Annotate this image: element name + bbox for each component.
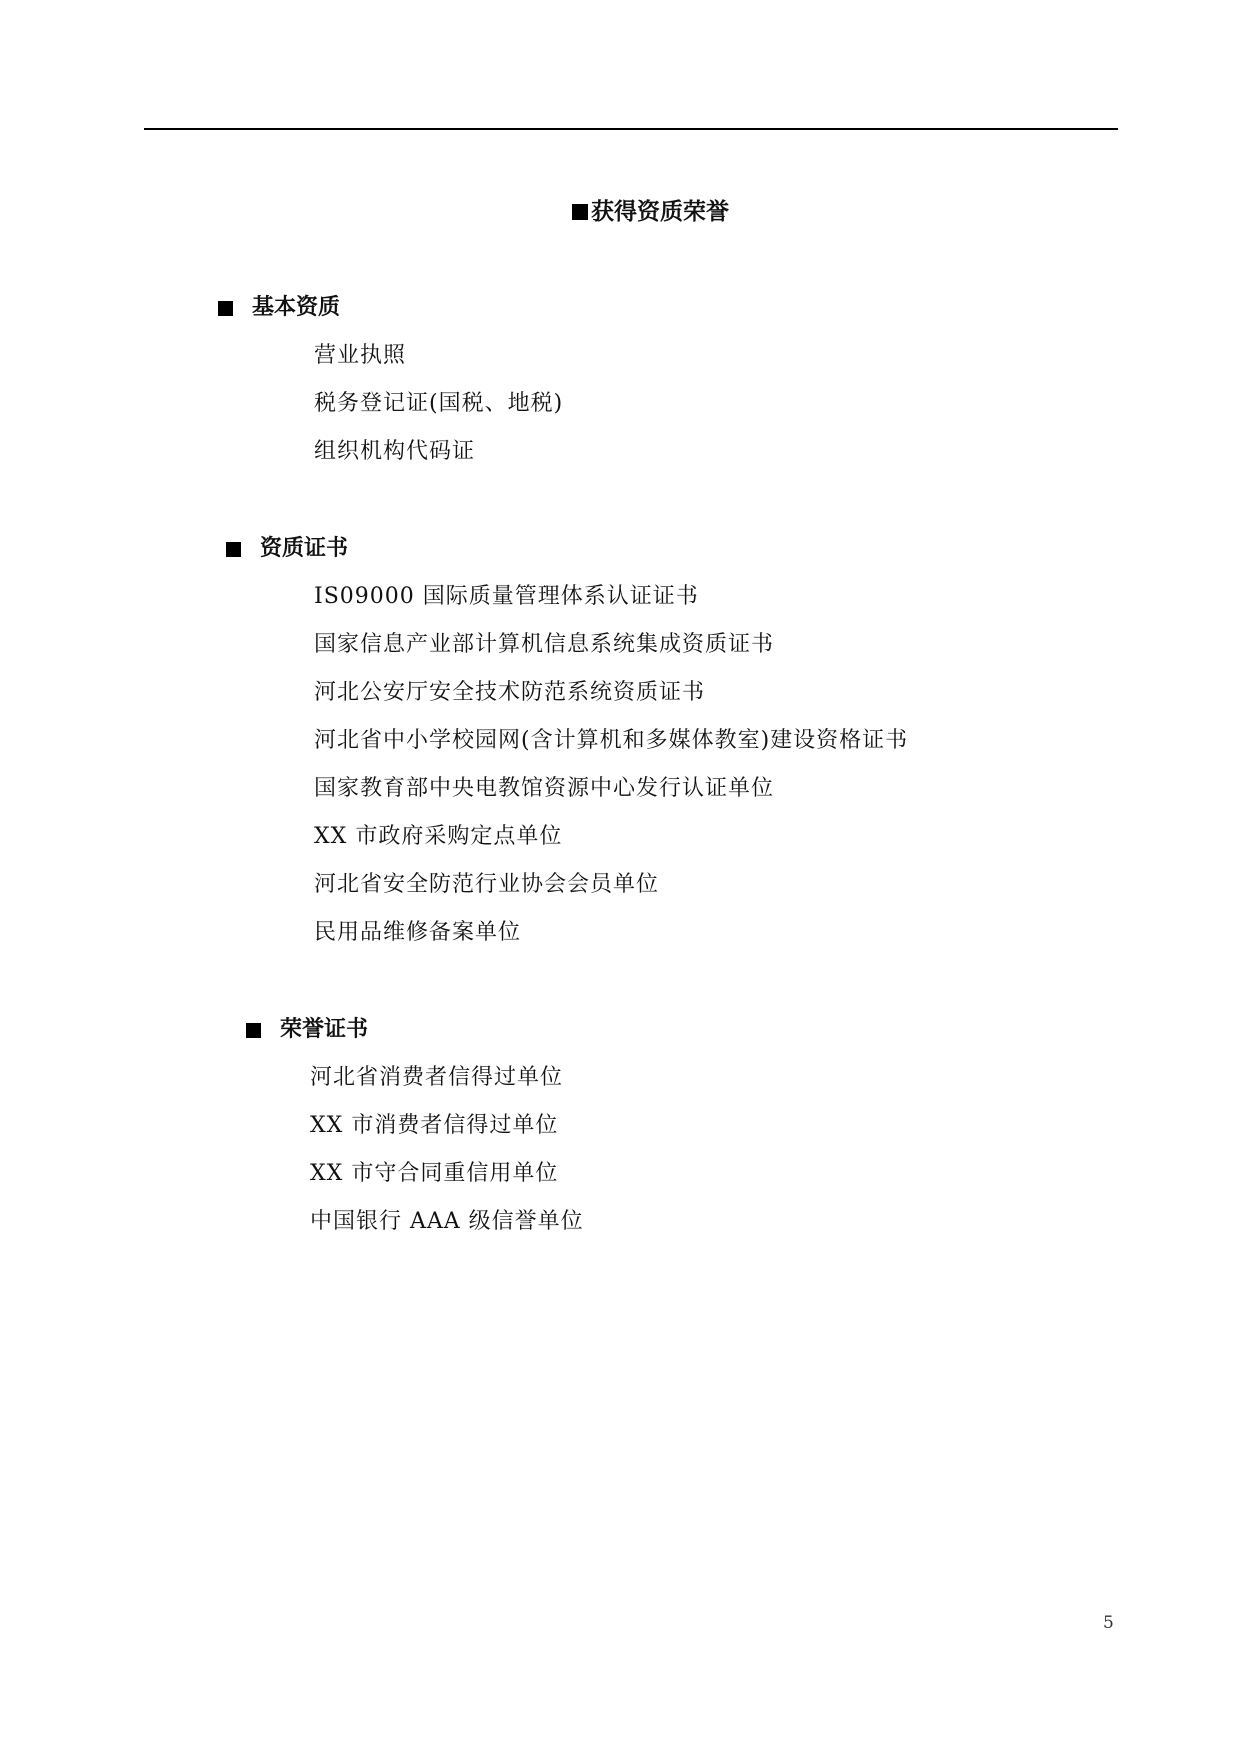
list-item: 组织机构代码证 (314, 439, 476, 464)
list-item: 税务登记证(国税、地税) (314, 391, 564, 416)
list-item: 国家教育部中央电教馆资源中心发行认证单位 (314, 776, 775, 801)
list-item: 河北省中小学校园网(含计算机和多媒体教室)建设资格证书 (314, 728, 909, 753)
section-heading-basic (218, 292, 340, 324)
list-item: 民用品维修备案单位 (314, 920, 522, 945)
list-item: 河北省消费者信得过单位 (310, 1065, 564, 1090)
header-rule (144, 128, 1118, 130)
list-item: XX 市消费者信得过单位 (310, 1113, 559, 1138)
list-item: XX 市政府采购定点单位 (314, 824, 563, 849)
list-item: 中国银行 AAA 级信誉单位 (310, 1209, 584, 1234)
list-item: XX 市守合同重信用单位 (310, 1161, 559, 1186)
list-item: IS09000 国际质量管理体系认证证书 (314, 584, 699, 609)
section-heading-text: 荣誉证书 (280, 1017, 369, 1042)
document-title-text: 获得资质荣誉 (591, 199, 729, 225)
black-square-icon (572, 204, 588, 220)
black-square-icon (218, 301, 233, 316)
list-item: 河北省安全防范行业协会会员单位 (314, 872, 660, 897)
black-square-icon (226, 542, 241, 557)
page-number: 5 (1103, 1613, 1114, 1633)
section-heading-certificates (226, 533, 348, 565)
document-title (572, 196, 729, 228)
section-heading-text: 基本资质 (252, 295, 341, 320)
list-item: 营业执照 (314, 343, 407, 368)
black-square-icon (246, 1023, 261, 1038)
section-heading-text: 资质证书 (260, 536, 349, 561)
section-heading-honors (246, 1014, 368, 1046)
list-item: 国家信息产业部计算机信息系统集成资质证书 (314, 632, 775, 657)
list-item: 河北公安厅安全技术防范系统资质证书 (314, 680, 706, 705)
